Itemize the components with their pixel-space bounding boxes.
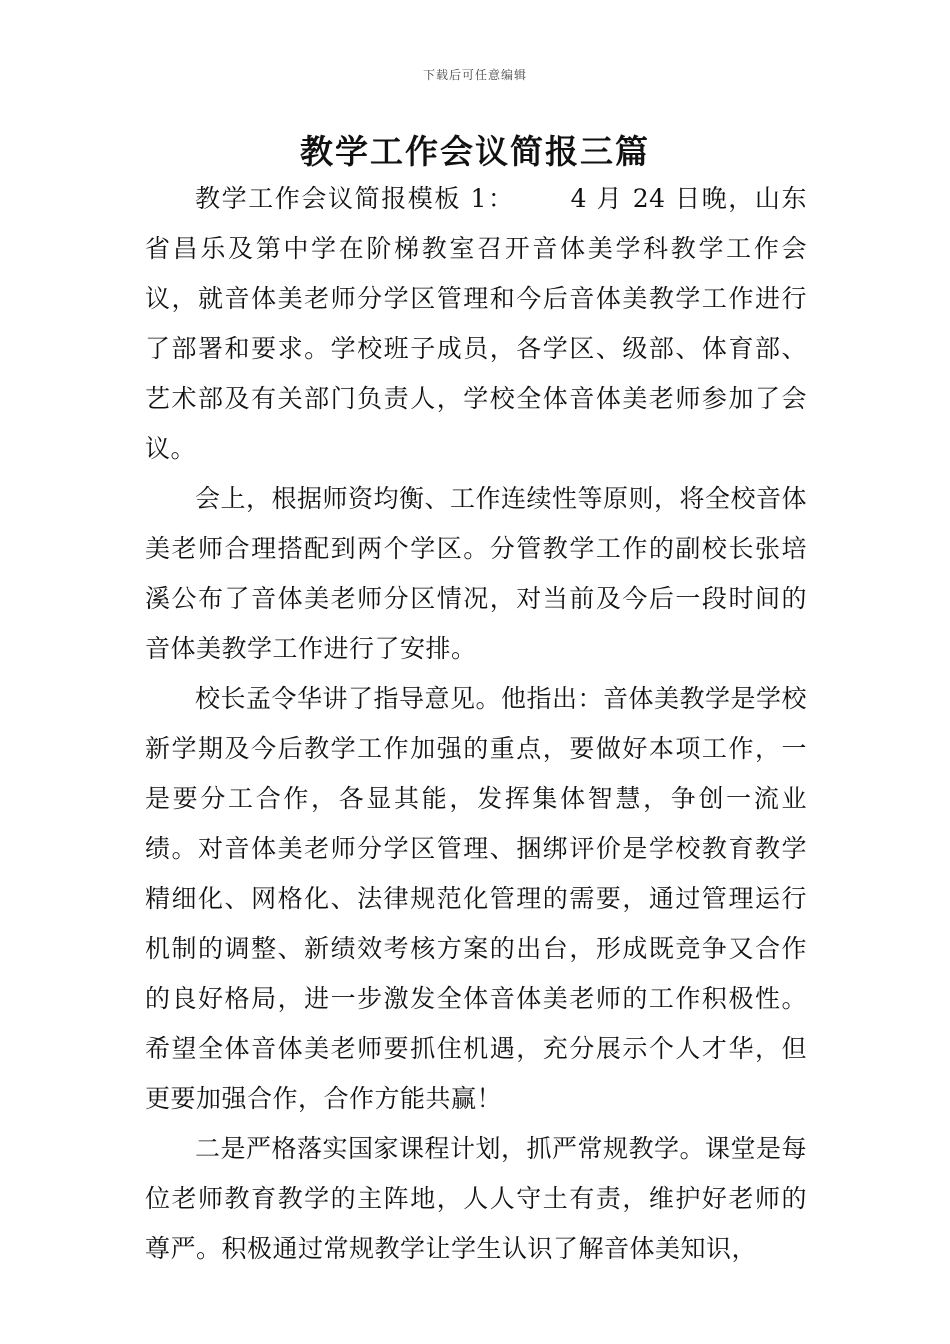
document-title: 教学工作会议简报三篇	[300, 132, 650, 171]
header-note: 下载后可任意编辑	[422, 68, 527, 82]
paragraph-2: 校长孟令华讲了指导意见。他指出：音体美教学是学校新学期及今后教学工作加强的重点，要做好本项工作，一是要分工合作，各显其能，发挥集体智慧，争创一流业绩。对音体美老师分学区管理、捆绑评价是学校教育教学精细化、网格化、法律规范化管理的需要，通过管理运行机制的调整、新绩效考核方案的出台，形成既竞争又合作的良好格局，进一步激发全体音体美老师的工作积极性。希望全体音体美老师要抓住机遇，充分展示个人才华，但更要加强合作，合作方能共赢！	[145, 684, 808, 1113]
paragraph-3: 二是严格落实国家课程计划，抓严常规教学。课堂是每位老师教育教学的主阵地，人人守土有责，维护好老师的尊严。积极通过常规教学让学生认识了解音体美知识，	[145, 1134, 808, 1263]
intro-label: 教学工作会议简报模板 1：	[195, 184, 515, 213]
document-body	[145, 174, 807, 1274]
intro-paragraph	[145, 174, 807, 474]
intro-text: 4 月 24 日晚，山东省昌乐及第中学在阶梯教室召开音体美学科教学工作会议，就音体美老师分学区管理和今后音体美教学工作进行了部署和要求。学校班子成员，各学区、级部、体育部、艺术部及有关部门负责人，学校全体音体美老师参加了会议。	[145, 184, 807, 463]
paragraph-1: 会上，根据师资均衡、工作连续性等原则，将全校音体美老师合理搭配到两个学区。分管教学工作的副校长张培溪公布了音体美老师分区情况，对当前及今后一段时间的音体美教学工作进行了安排。	[145, 484, 808, 663]
